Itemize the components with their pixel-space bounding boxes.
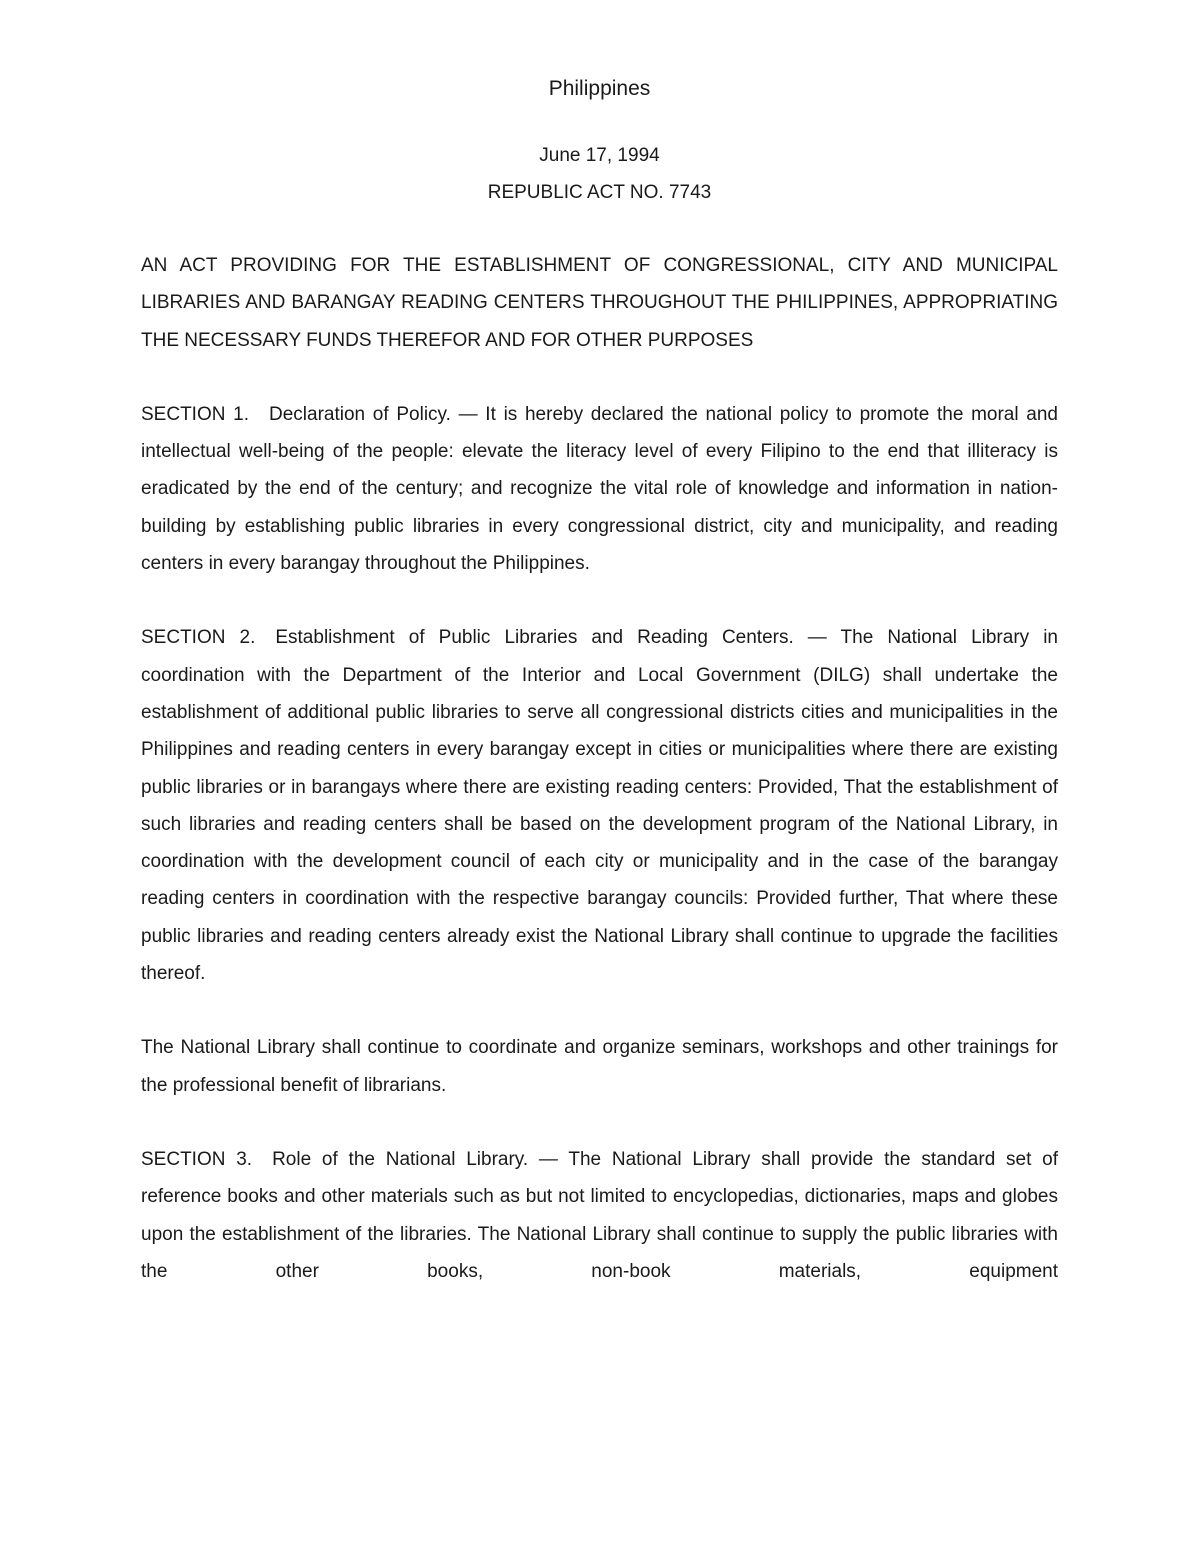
section-1 xyxy=(141,396,1058,582)
act-number: REPUBLIC ACT NO. 7743 xyxy=(487,182,712,203)
section-2-text: Establishment of Public Libraries and Reading Centers. — The National Library in coordination with the Department of the Interior and Local Government (DILG) shall undertake the establishment of additional public libraries to serve all congressional districts cities and municipalities in the Philippines and reading centers in every barangay except in cities or municipalities where there are existing public libraries or in barangays where there are existing reading centers: Provided, That the establishment of such libraries and reading centers shall be based on the development program of the National Library, in coordination with the development council of each city or municipality and in the case of the barangay reading centers in coordination with the respective barangay councils: Provided further, That where these public libraries and reading centers already exist the National Library shall continue to upgrade the facilities thereof. xyxy=(141,627,1058,985)
section-3 xyxy=(141,1141,1058,1290)
act-date: June 17, 1994 xyxy=(539,145,660,166)
document-page xyxy=(141,70,1058,1290)
country-heading: Philippines xyxy=(548,77,651,100)
section-2-number: SECTION 2. xyxy=(141,627,256,649)
section-2 xyxy=(141,619,1058,992)
act-title: AN ACT PROVIDING FOR THE ESTABLISHMENT OF CONGRESSIONAL, CITY AND MUNICIPAL LIBRARIES AND BARANGAY READING CENTERS THROUGHOUT THE PHILIPPINES, APPROPRIATING THE NECESSARY FUNDS THEREFOR AND FOR OTHER PURPOSES xyxy=(141,255,1058,351)
section-3-text: Role of the National Library. — The National Library shall provide the standard set of reference books and other materials such as but not limited to encyclopedias, dictionaries, maps and globes upon the establishment of the libraries. The National Library shall continue to supply the public libraries with the other books, non-book materials, equipment xyxy=(141,1148,1059,1282)
section-1-number: SECTION 1. xyxy=(141,403,249,425)
section-2-paragraph-2-text: The National Library shall continue to coordinate and organize seminars, workshops and other trainings for the professional benefit of librarians. xyxy=(141,1037,1058,1096)
section-2-paragraph-2 xyxy=(141,1029,1058,1104)
section-1-text: Declaration of Policy. — It is hereby declared the national policy to promote the moral and intellectual well-being of the people: elevate the literacy level of every Filipino to the end that illiteracy is eradicated by the end of the century; and recognize the vital role of knowledge and information in nation-building by establishing public libraries in every congressional district, city and municipality, and reading centers in every barangay throughout the Philippines. xyxy=(141,403,1058,575)
section-3-number: SECTION 3. xyxy=(141,1148,253,1170)
